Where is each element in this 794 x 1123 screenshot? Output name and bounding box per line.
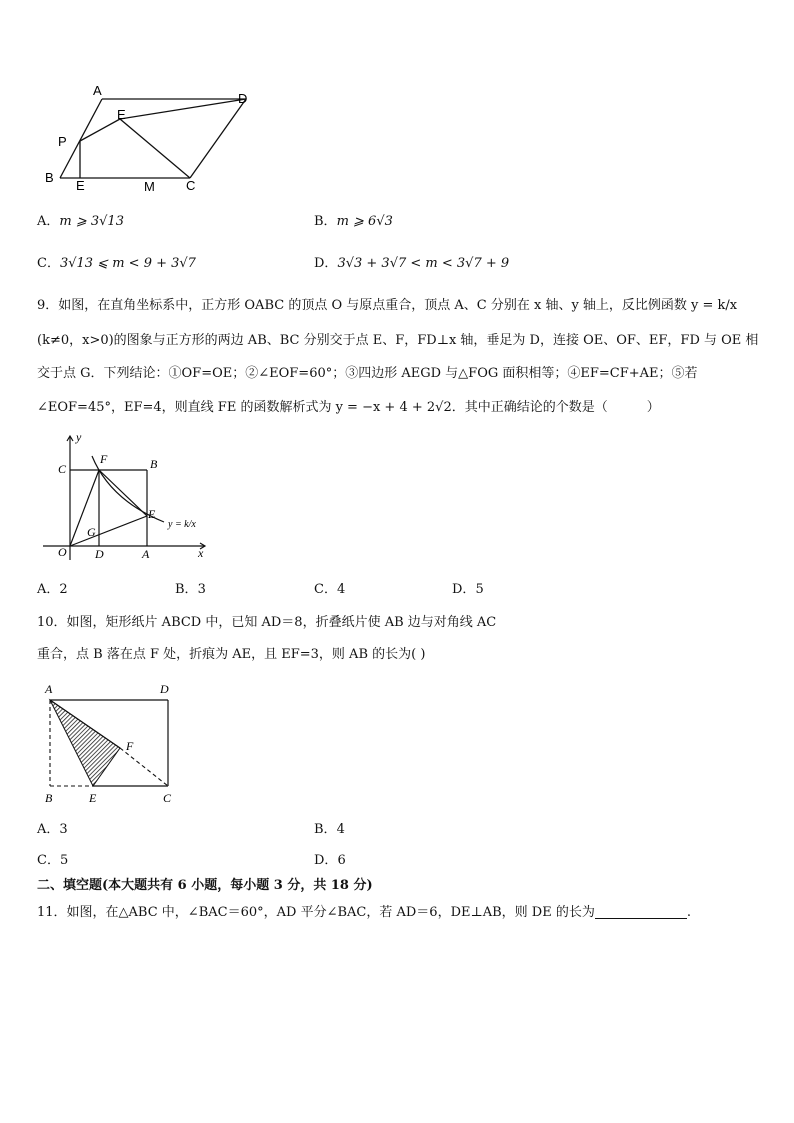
q10-label-c: C	[163, 791, 172, 805]
q8-label-d: D	[238, 91, 248, 106]
q10-option-b-letter: B．	[314, 822, 337, 837]
q9-figure	[40, 430, 215, 565]
q8-label-p: P	[58, 134, 67, 149]
q8-option-c-text: 3√13 ⩽ m < 9 + 3√7	[59, 256, 196, 271]
q10-option-c-letter: C．	[37, 853, 60, 868]
q8-option-a-text: m ⩾ 3√13	[59, 214, 124, 229]
q9-label-a: A	[142, 547, 150, 561]
q8-label-e: E	[76, 178, 85, 193]
q8-option-a[interactable]	[37, 212, 124, 232]
q10-option-a[interactable]	[37, 820, 68, 840]
q9-option-a-text: 2	[59, 582, 68, 597]
q8-label-m: M	[144, 179, 155, 194]
q9-stem-line-1: 9．如图，在直角坐标系中，正方形 OABC 的顶点 O 与原点重合，顶点 A、C 分别在 x 轴、y 轴上，反比例函数 y = k/x	[37, 298, 738, 313]
q8-option-b-text: m ⩾ 6√3	[336, 214, 393, 229]
q10-label-e: E	[89, 791, 97, 805]
q10-option-a-letter: A．	[37, 822, 60, 837]
q10-label-f: F	[126, 739, 134, 753]
q11-text: 11．如图，在△ABC 中，∠BAC＝60°，AD 平分∠BAC，若 AD＝6，DE⊥AB，则 DE 的长为	[37, 905, 595, 920]
q8-label-b: B	[45, 170, 54, 185]
q11-end: .	[686, 905, 691, 920]
q9-stem-line-2: (k≠0，x>0)的图象与正方形的两边 AB、BC 分别交于点 E、F，FD⊥x 轴，垂足为 D，连接 OE、OF、EF，FD 与 OE 相	[37, 333, 759, 348]
q10-stem-line-2: 重合，点 B 落在点 F 处，折痕为 AE，且 EF=3，则 AB 的长为( )	[37, 647, 426, 662]
q9-label-y: y	[76, 430, 82, 444]
q9-stem-line-4: ∠EOF=45°，EF=4，则直线 FE 的函数解析式为 y = −x + 4 + 2√2．其中正确结论的个数是（ ）	[37, 400, 660, 415]
q10-label-b: B	[45, 791, 53, 805]
q8-option-d-text: 3√3 + 3√7 < m < 3√7 + 9	[337, 256, 510, 271]
q9-label-g: G	[87, 525, 96, 539]
q9-option-a[interactable]	[37, 580, 68, 600]
q9-option-d-text: 5	[475, 582, 484, 597]
q10-option-c-text: 5	[59, 853, 69, 868]
section-2-title: 二、填空题(本大题共有 6 小题，每小题 3 分，共 18 分)	[37, 878, 373, 893]
q9-option-c-letter: C．	[314, 582, 337, 597]
q9-option-b[interactable]	[175, 580, 206, 600]
q9-label-e: E	[148, 507, 156, 521]
q9-option-c[interactable]	[314, 580, 345, 600]
q8-option-c[interactable]	[37, 254, 196, 274]
q9-curve-label: y = k/x	[168, 519, 196, 530]
q9-option-d[interactable]	[452, 580, 484, 600]
q8-figure	[40, 80, 260, 195]
q10-option-d[interactable]	[314, 851, 346, 871]
q8-label-c: C	[186, 178, 196, 193]
q9-label-c: C	[58, 462, 67, 476]
q10-label-d: D	[160, 682, 169, 696]
q9-label-o: O	[58, 545, 67, 559]
q9-label-x: x	[198, 546, 204, 560]
q8-option-d-letter: D．	[314, 256, 338, 271]
q9-label-b: B	[150, 457, 158, 471]
q9-option-c-text: 4	[336, 582, 346, 597]
q9-label-f: F	[100, 452, 108, 466]
q9-stem-line-3: 交于点 G．下列结论：①OF=OE；②∠EOF=60°；③四边形 AEGD 与△FOG 面积相等；④EF=CF+AE；⑤若	[37, 366, 698, 381]
q9-option-b-letter: B．	[175, 582, 198, 597]
q10-label-a: A	[45, 682, 53, 696]
q10-option-b[interactable]	[314, 820, 345, 840]
q10-option-c[interactable]	[37, 851, 68, 871]
q8-label-e-top: E	[117, 107, 126, 122]
q10-figure	[40, 680, 185, 810]
q10-stem-line-1: 10．如图，矩形纸片 ABCD 中，已知 AD＝8，折叠纸片使 AB 边与对角线 AC	[37, 615, 497, 630]
q9-option-a-letter: A．	[37, 582, 60, 597]
q11-stem	[37, 903, 691, 923]
q9-label-d: D	[95, 547, 104, 561]
q9-option-d-letter: D．	[452, 582, 476, 597]
q10-option-d-text: 6	[337, 853, 346, 868]
q8-option-b-letter: B．	[314, 214, 337, 229]
q10-option-a-text: 3	[59, 822, 68, 837]
q8-label-a: A	[93, 83, 102, 98]
q11-answer-blank[interactable]	[595, 904, 687, 919]
q8-option-b[interactable]	[314, 212, 393, 232]
q9-option-b-text: 3	[197, 582, 206, 597]
q10-option-b-text: 4	[336, 822, 345, 837]
q10-option-d-letter: D．	[314, 853, 338, 868]
q8-option-a-letter: A．	[37, 214, 60, 229]
q8-option-c-letter: C．	[37, 256, 60, 271]
q8-option-d[interactable]	[314, 254, 509, 274]
